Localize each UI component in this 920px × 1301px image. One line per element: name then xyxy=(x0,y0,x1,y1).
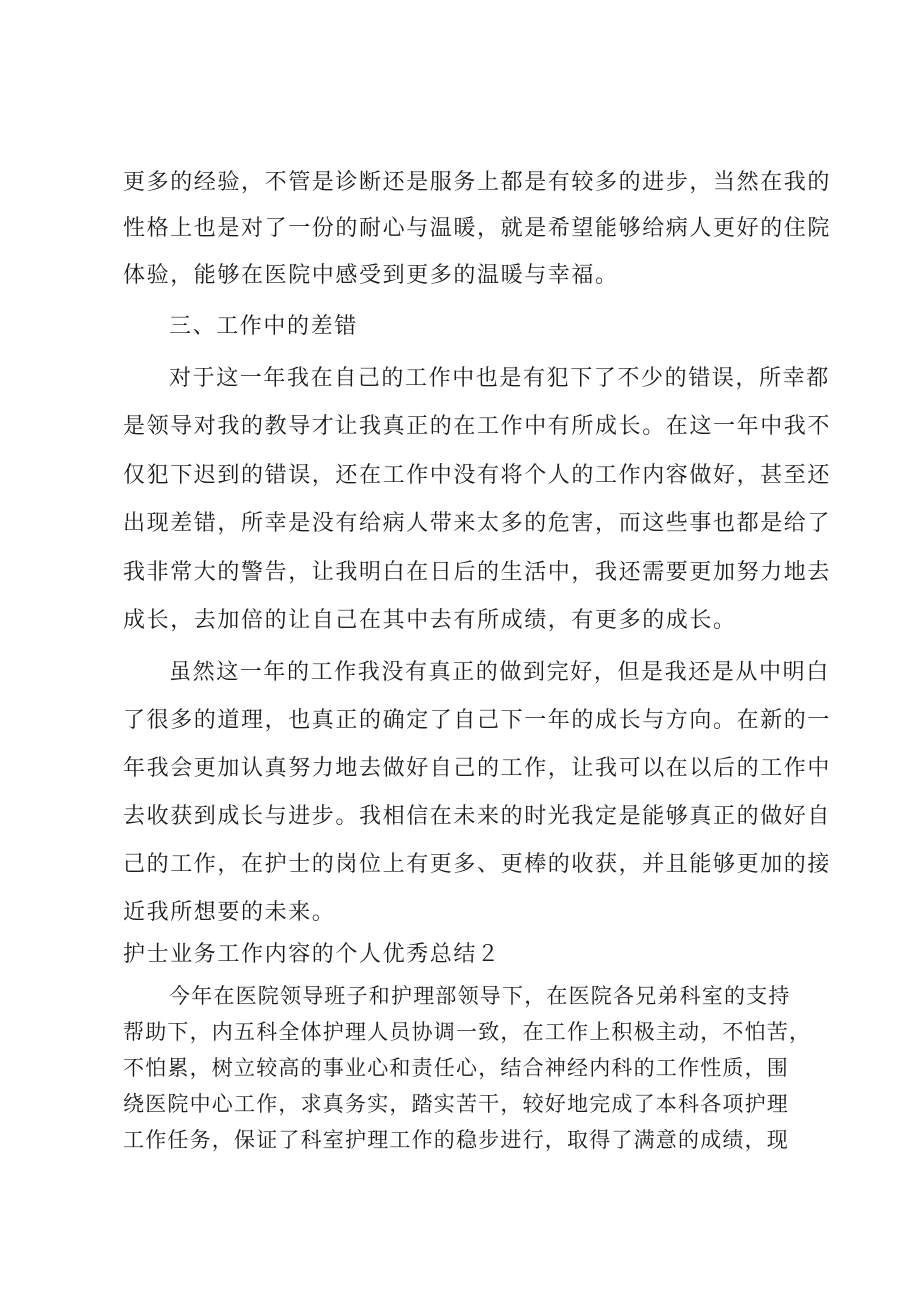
paragraph-line: 性格上也是对了一份的耐心与温暖，就是希望能够给病人更好的住院 xyxy=(123,216,832,241)
paragraph-line: 己的工作，在护士的岗位上有更多、更棒的收获，并且能够更加的接 xyxy=(123,852,832,877)
paragraph-line: 是领导对我的教导才让我真正的在工作中有所成长。在这一年中我不 xyxy=(123,414,832,439)
section-heading: 三、工作中的差错 xyxy=(169,314,358,339)
paragraph-line: 今年在医院领导班子和护理部领导下，在医院各兄弟科室的支持 xyxy=(169,984,791,1008)
paragraph-line: 体验，能够在医院中感受到更多的温暖与幸福。 xyxy=(123,263,619,288)
paragraph-line: 不怕累，树立较高的事业心和责任心，结合神经内科的工作性质，围 xyxy=(123,1056,789,1080)
paragraph-line: 虽然这一年的工作我没有真正的做到完好，但是我还是从中明白 xyxy=(169,660,830,685)
paragraph-line: 成长，去加倍的让自己在其中去有所成绩，有更多的成长。 xyxy=(123,608,737,633)
paragraph-line: 帮助下，内五科全体护理人员协调一致，在工作上积极主动，不怕苦， xyxy=(123,1020,812,1044)
paragraph-line: 工作任务，保证了科室护理工作的稳步进行，取得了满意的成绩，现 xyxy=(123,1128,789,1152)
paragraph-line: 出现差错，所幸是没有给病人带来太多的危害，而这些事也都是给了 xyxy=(123,511,832,536)
paragraph-line: 去收获到成长与进步。我相信在未来的时光我定是能够真正的做好自 xyxy=(123,804,832,829)
paragraph-line: 年我会更加认真努力地去做好自己的工作，让我可以在以后的工作中 xyxy=(123,756,832,781)
paragraph-line: 近我所想要的未来。 xyxy=(123,900,336,925)
paragraph-line: 我非常大的警告，让我明白在日后的生活中，我还需要更加努力地去 xyxy=(123,560,832,585)
paragraph-line: 了很多的道理，也真正的确定了自己下一年的成长与方向。在新的一 xyxy=(123,708,832,733)
paragraph-line: 更多的经验，不管是诊断还是服务上都是有较多的进步，当然在我的 xyxy=(123,170,832,195)
paragraph-line: 对于这一年我在自己的工作中也是有犯下了不少的错误，所幸都 xyxy=(169,366,830,391)
paragraph-line: 仅犯下迟到的错误，还在工作中没有将个人的工作内容做好，甚至还 xyxy=(123,463,832,488)
paragraph-line: 绕医院中心工作，求真务实，踏实苦干，较好地完成了本科各项护理 xyxy=(123,1092,789,1116)
document-title: 护士业务工作内容的个人优秀总结２ xyxy=(123,942,501,967)
